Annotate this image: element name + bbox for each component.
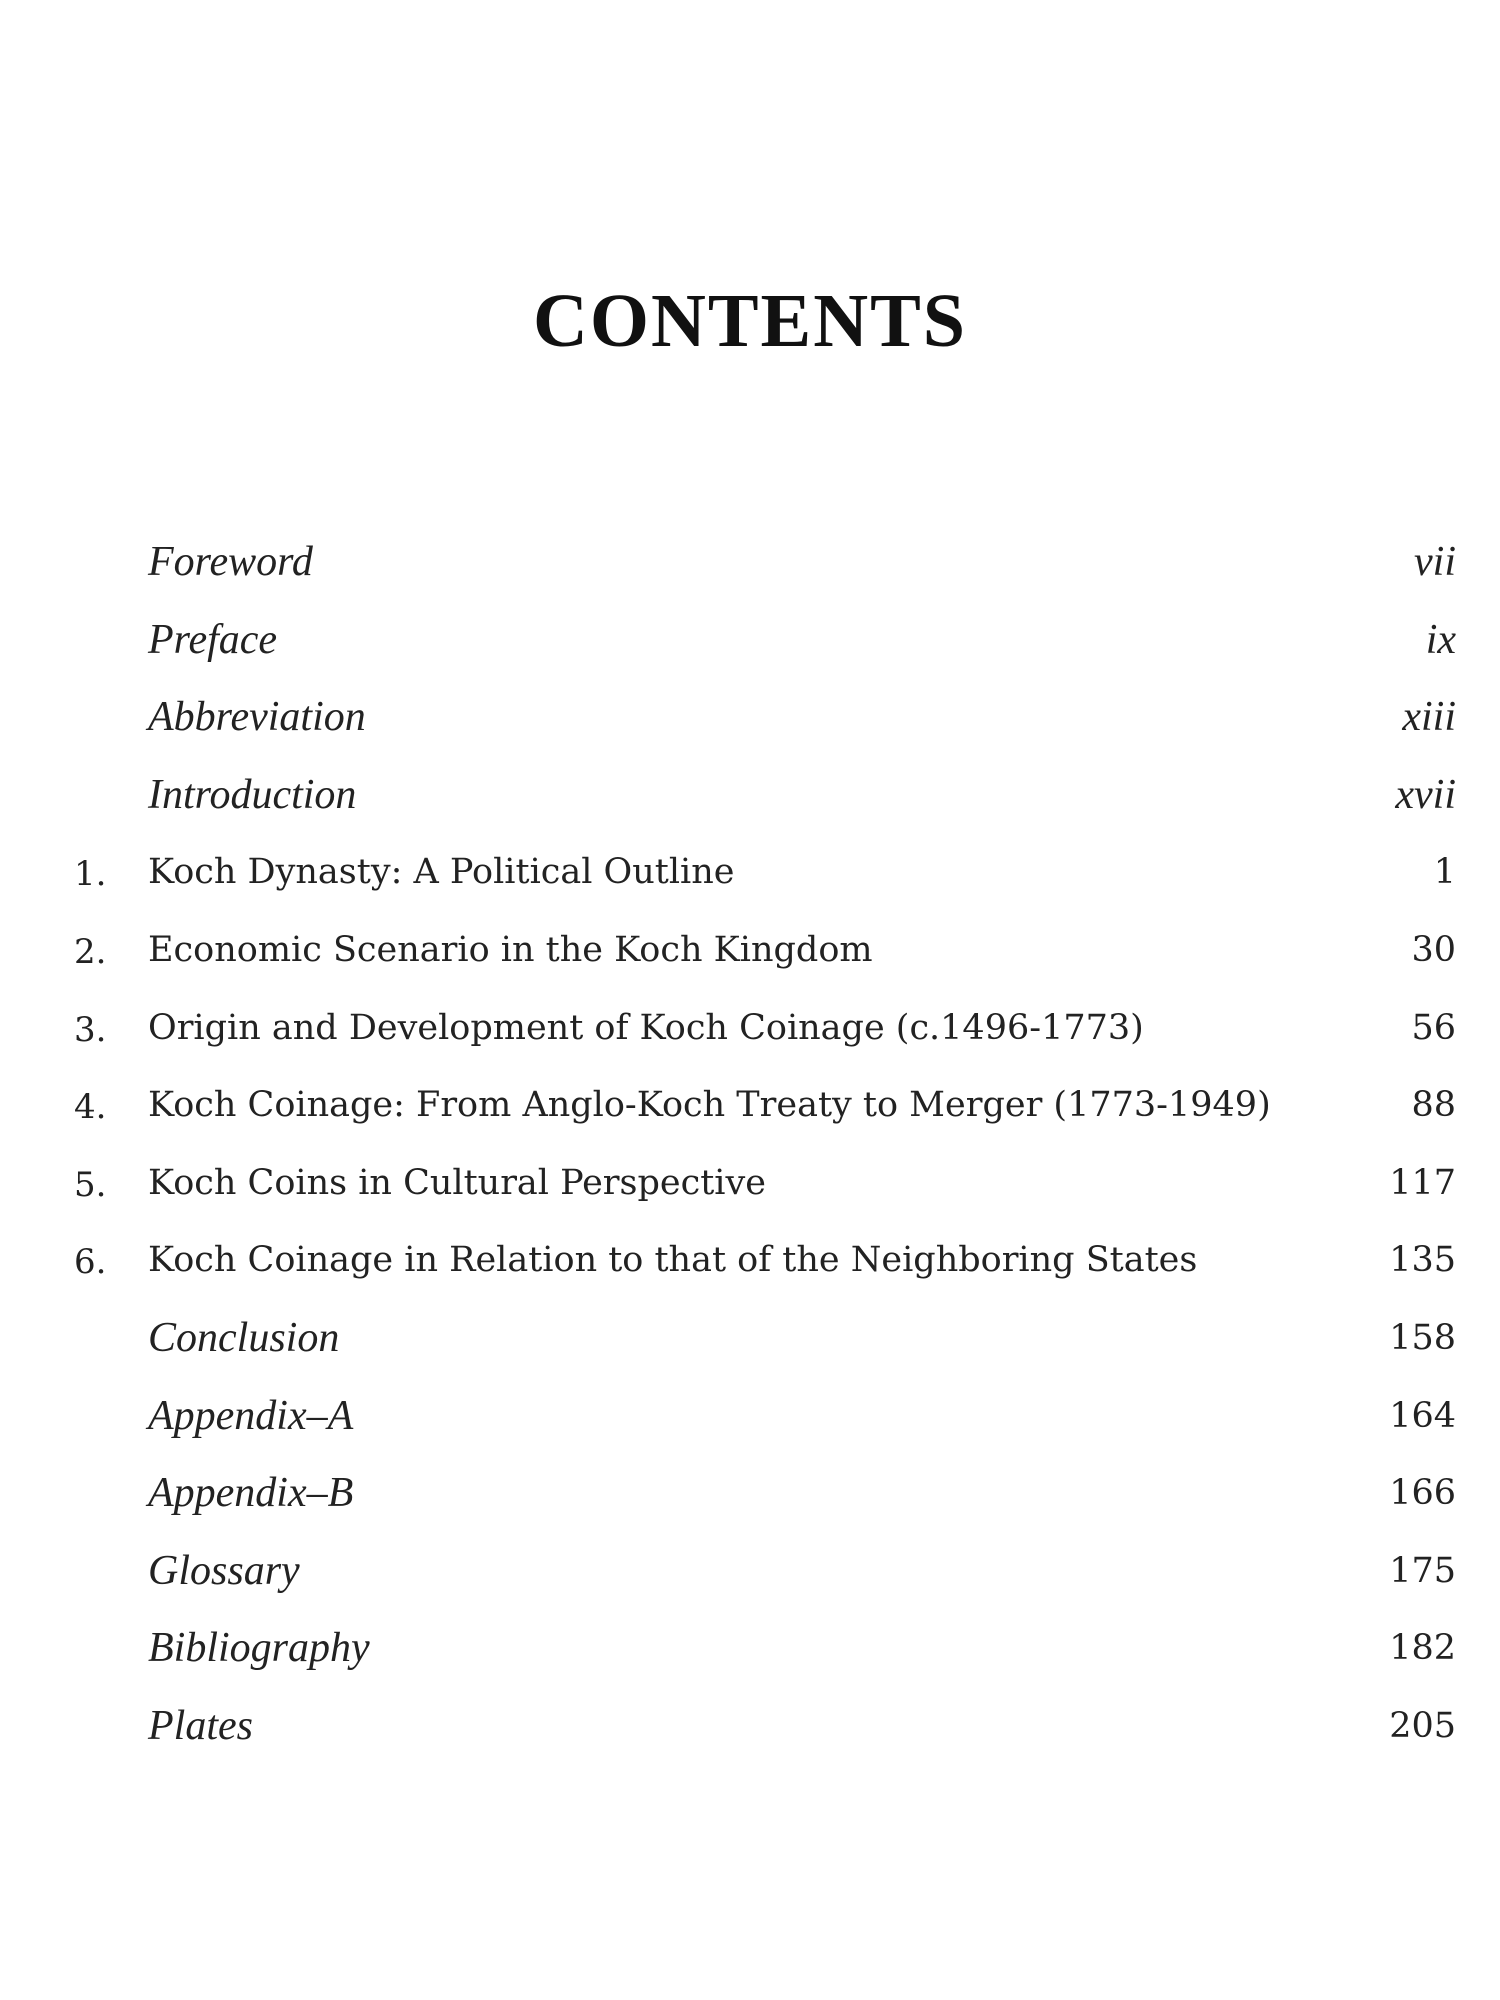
- entry-number: 4.: [74, 1087, 107, 1128]
- toc-entry: [0, 1467, 1500, 1545]
- entry-title: Appendix–A: [148, 1392, 354, 1439]
- entry-title: Plates: [148, 1702, 253, 1749]
- toc-list: [0, 536, 1500, 1778]
- toc-entry: [0, 1234, 1500, 1312]
- toc-entry: [0, 536, 1500, 614]
- entry-page: 158: [1389, 1317, 1456, 1358]
- entry-page: 30: [1411, 929, 1456, 970]
- entry-title: Koch Dynasty: A Political Outline: [148, 852, 735, 893]
- entry-number: 6.: [74, 1242, 107, 1283]
- entry-page: xvii: [1395, 771, 1456, 818]
- toc-entry: [0, 614, 1500, 692]
- entry-page: 205: [1389, 1705, 1456, 1746]
- toc-entry: [0, 691, 1500, 769]
- entry-page: 164: [1389, 1395, 1456, 1436]
- toc-entry: [0, 1079, 1500, 1157]
- entry-title: Koch Coins in Cultural Perspective: [148, 1162, 766, 1203]
- entry-number: 2.: [74, 931, 107, 972]
- entry-title: Conclusion: [148, 1314, 340, 1361]
- entry-title: Preface: [148, 616, 278, 663]
- entry-title: Glossary: [148, 1547, 300, 1594]
- entry-page: 135: [1389, 1240, 1456, 1281]
- entry-number: 3.: [74, 1009, 107, 1050]
- toc-entry: [0, 1157, 1500, 1235]
- entry-title: Appendix–B: [148, 1470, 354, 1517]
- entry-number: 1.: [74, 854, 107, 895]
- entry-page: 117: [1389, 1162, 1456, 1203]
- entry-title: Foreword: [148, 539, 313, 585]
- entry-number: 5.: [74, 1164, 107, 1205]
- toc-entry: [0, 1002, 1500, 1080]
- entry-title: Koch Coinage: From Anglo-Koch Treaty to Merger (1773-1949): [148, 1085, 1271, 1126]
- entry-title: Economic Scenario in the Koch Kingdom: [148, 929, 873, 970]
- entry-title: Koch Coinage in Relation to that of the Neighboring States: [148, 1240, 1198, 1281]
- toc-entry: [0, 1700, 1500, 1778]
- toc-entry: [0, 1312, 1500, 1390]
- entry-title: Origin and Development of Koch Coinage (c.1496-1773): [148, 1007, 1144, 1048]
- toc-entry: [0, 1545, 1500, 1623]
- entry-page: 88: [1411, 1085, 1456, 1126]
- entry-page: xiii: [1402, 694, 1456, 741]
- entry-page: 182: [1389, 1628, 1456, 1669]
- entry-page: 166: [1389, 1473, 1456, 1514]
- entry-title: Abbreviation: [148, 694, 366, 741]
- page-title: CONTENTS: [532, 279, 968, 363]
- entry-page: 175: [1389, 1550, 1456, 1591]
- toc-entry: [0, 1390, 1500, 1468]
- entry-page: 1: [1433, 852, 1456, 893]
- entry-title: Introduction: [148, 771, 357, 818]
- toc-entry: [0, 924, 1500, 1002]
- entry-page: ix: [1425, 616, 1456, 663]
- entry-title: Bibliography: [148, 1625, 370, 1672]
- toc-entry: [0, 769, 1500, 847]
- toc-entry: [0, 846, 1500, 924]
- entry-page: vii: [1414, 539, 1456, 585]
- entry-page: 56: [1411, 1007, 1456, 1048]
- toc-entry: [0, 1622, 1500, 1700]
